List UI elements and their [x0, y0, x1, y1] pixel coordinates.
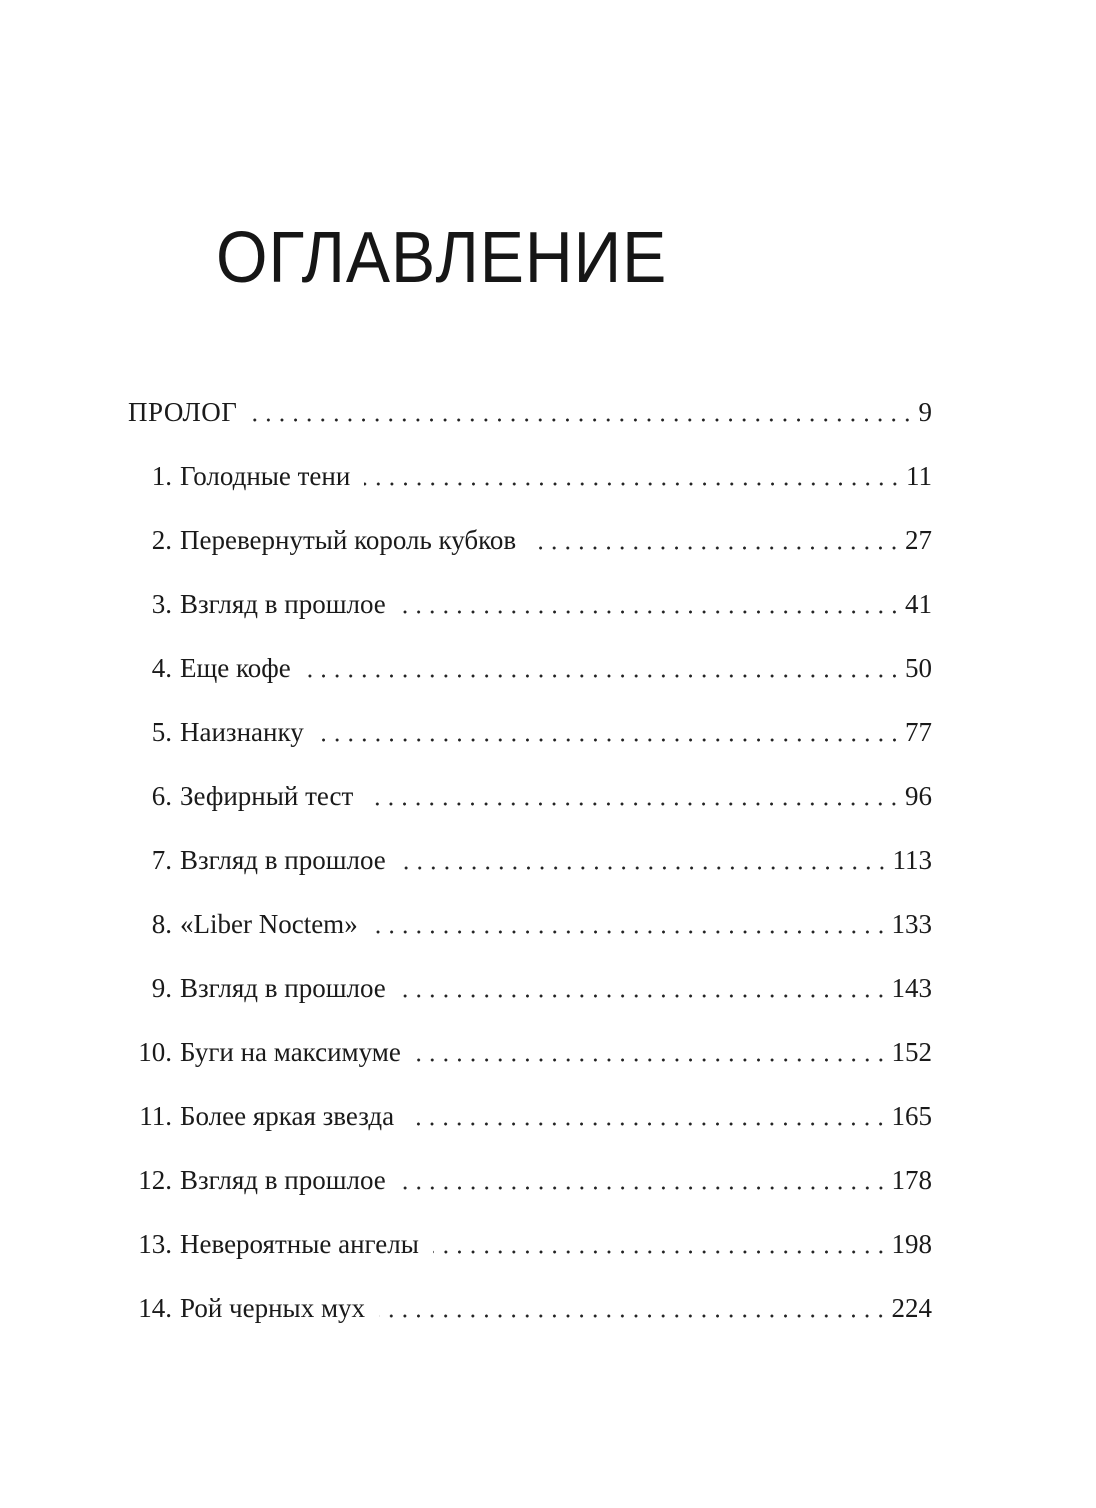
- dot-leader: [372, 930, 888, 934]
- dot-leader: [433, 1250, 888, 1254]
- toc-entry-prologue[interactable]: [128, 380, 932, 444]
- toc-entry-label: «Liber Noctem»: [180, 908, 358, 939]
- dot-leader: [530, 546, 901, 550]
- table-of-contents: [128, 380, 932, 1340]
- toc-entry[interactable]: [128, 636, 932, 700]
- toc-entry-number: 8.: [151, 908, 172, 939]
- toc-entry[interactable]: [128, 956, 932, 1020]
- toc-entry-number: 7.: [151, 844, 172, 875]
- dot-leader: [251, 418, 914, 422]
- toc-entry-page: 143: [891, 972, 932, 1003]
- toc-entry-label: ПРОЛОГ: [128, 396, 238, 427]
- dot-leader: [400, 610, 901, 614]
- toc-entry[interactable]: [128, 572, 932, 636]
- toc-entry-page: 27: [905, 524, 932, 555]
- toc-entry-page: 96: [905, 780, 932, 811]
- toc-entry-page: 165: [891, 1100, 932, 1131]
- toc-entry-number: 13.: [138, 1228, 172, 1259]
- toc-entry-label: Буги на максимуме: [180, 1036, 401, 1067]
- toc-entry-number: 14.: [138, 1292, 172, 1323]
- toc-entry-page: 224: [891, 1292, 932, 1323]
- dot-leader: [379, 1314, 887, 1318]
- toc-entry-page: 198: [891, 1228, 932, 1259]
- dot-leader: [305, 674, 901, 678]
- toc-entry-label: Еще кофе: [180, 652, 291, 683]
- dot-leader: [400, 994, 888, 998]
- toc-entry-page: 50: [905, 652, 932, 683]
- toc-entry-number: 2.: [151, 524, 172, 555]
- toc-entry-label: Невероятные ангелы: [180, 1228, 419, 1259]
- toc-entry-number: 3.: [151, 588, 172, 619]
- toc-entry[interactable]: [128, 892, 932, 956]
- toc-entry[interactable]: [128, 508, 932, 572]
- toc-entry-page: 113: [892, 844, 932, 875]
- dot-leader: [400, 1186, 888, 1190]
- toc-entry[interactable]: [128, 1148, 932, 1212]
- toc-entry-number: 11.: [139, 1100, 172, 1131]
- toc-entry-page: 152: [891, 1036, 932, 1067]
- toc-entry-page: 41: [905, 588, 932, 619]
- toc-entry-number: 12.: [138, 1164, 172, 1195]
- toc-entry[interactable]: [128, 444, 932, 508]
- toc-entry-page: 133: [891, 908, 932, 939]
- toc-entry[interactable]: [128, 1084, 932, 1148]
- toc-entry[interactable]: [128, 1212, 932, 1276]
- toc-entry-label: Наизнанку: [180, 716, 304, 747]
- toc-entry-number: 6.: [151, 780, 172, 811]
- toc-entry-label: Перевернутый король кубков: [180, 524, 517, 555]
- dot-leader: [408, 1122, 887, 1126]
- toc-entry-page: 178: [891, 1164, 932, 1195]
- toc-entry-page: 11: [906, 460, 932, 491]
- toc-entry[interactable]: [128, 1276, 932, 1340]
- toc-entry-label: Более яркая звезда: [180, 1100, 395, 1131]
- toc-entry[interactable]: [128, 828, 932, 892]
- toc-entry[interactable]: [128, 1020, 932, 1084]
- dot-leader: [364, 482, 902, 486]
- toc-entry-number: 9.: [151, 972, 172, 1003]
- toc-entry-number: 5.: [151, 716, 172, 747]
- toc-entry-label: Взгляд в прошлое: [180, 588, 386, 619]
- toc-entry-number: 10.: [138, 1036, 172, 1067]
- toc-entry-label: Взгляд в прошлое: [180, 1164, 386, 1195]
- toc-entry-label: Взгляд в прошлое: [180, 972, 386, 1003]
- toc-entry[interactable]: [128, 764, 932, 828]
- toc-entry-page: 77: [905, 716, 932, 747]
- toc-entry-label: Зефирный тест: [180, 780, 354, 811]
- dot-leader: [367, 802, 901, 806]
- toc-entry-number: 4.: [151, 652, 172, 683]
- toc-entry-label: Рой черных мух: [180, 1292, 366, 1323]
- dot-leader: [400, 866, 889, 870]
- dot-leader: [318, 738, 901, 742]
- toc-entry-label: Взгляд в прошлое: [180, 844, 386, 875]
- page-title: ОГЛАВЛЕНИЕ: [216, 218, 668, 298]
- toc-entry-label: Голодные тени: [180, 460, 351, 491]
- toc-entry-number: 1.: [151, 460, 172, 491]
- dot-leader: [415, 1058, 888, 1062]
- toc-entry[interactable]: [128, 700, 932, 764]
- toc-entry-page: 9: [918, 396, 932, 427]
